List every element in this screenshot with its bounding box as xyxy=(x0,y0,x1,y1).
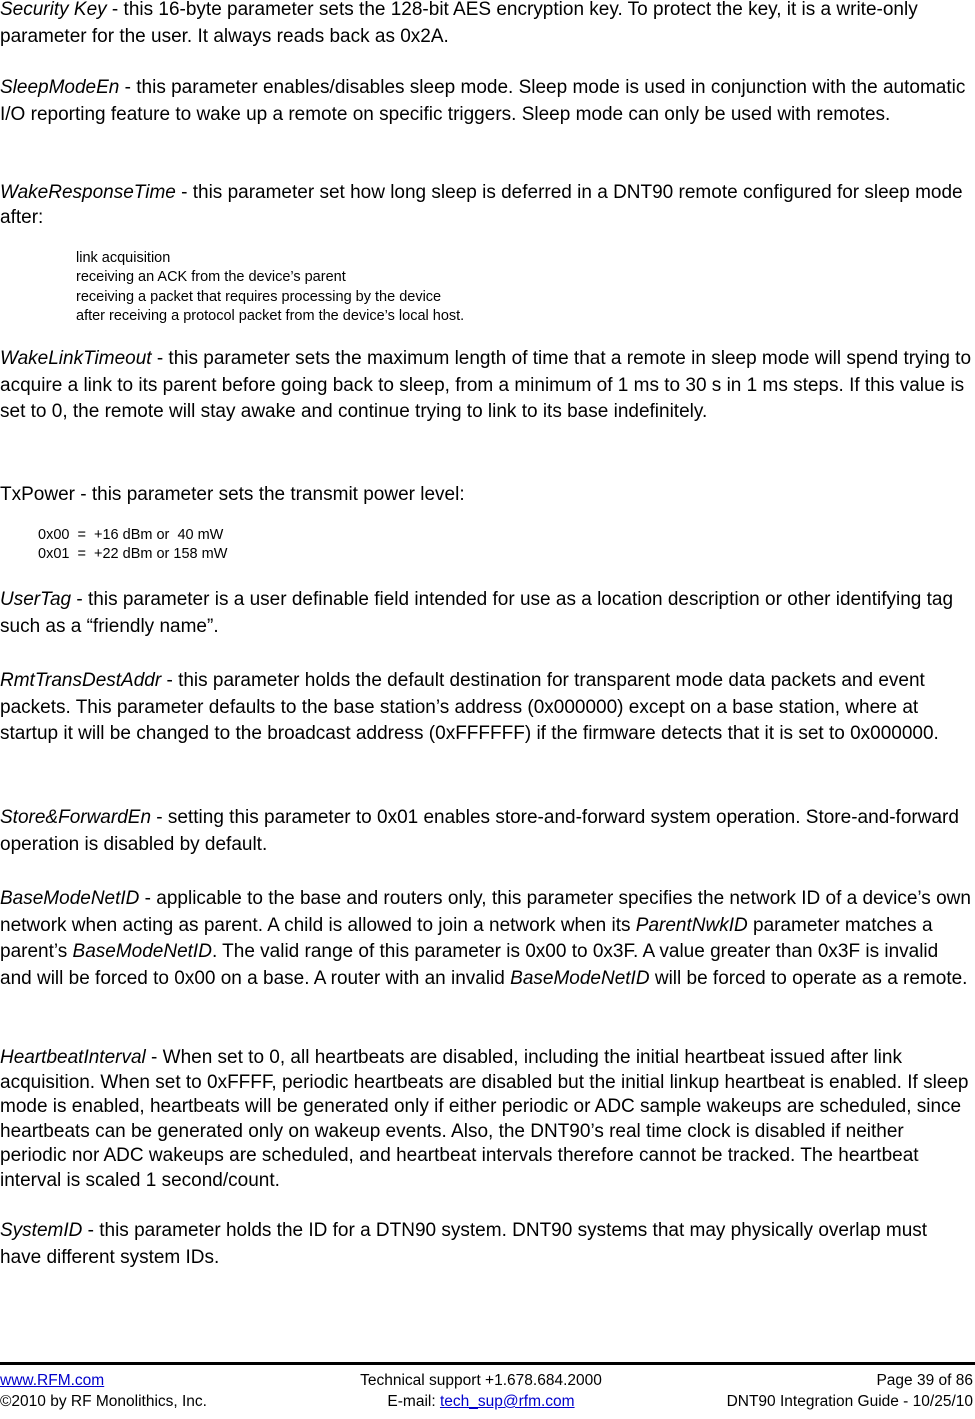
page-number: Page 39 of 86 xyxy=(876,1372,973,1389)
param-heartbeat-interval xyxy=(0,1046,972,1193)
param-description: - this parameter sets the maximum length of time that a remote in sleep mode will spend trying to acquire a link to its parent before going back to sleep, from a minimum of 1 ms to 30 s in 1 ms steps. If this value is set to 0, the remote will stay awake and continue trying to link to its base indefinitely. xyxy=(0,348,972,422)
footer-center xyxy=(328,1370,634,1412)
param-term-reference: BaseModeNetID xyxy=(510,967,650,989)
wake-trigger-list xyxy=(76,249,464,326)
param-user-tag xyxy=(0,587,972,640)
param-description: TxPower - this parameter sets the transmit power level: xyxy=(0,484,465,505)
param-description: - applicable to the base and routers only, this parameter specifies the network ID of a device’s own network when acting as parent. A child is allowed to join a network when its xyxy=(0,888,971,936)
param-rmt-trans-dest-addr xyxy=(0,668,972,748)
param-wake-link-timeout xyxy=(0,346,972,426)
param-term-reference: ParentNwkID xyxy=(635,914,748,936)
param-description: - setting this parameter to 0x01 enables store-and-forward system operation. Store-and-forward operation is disabled by default. xyxy=(0,807,959,855)
param-term: SleepModeEn xyxy=(0,77,120,98)
param-description: - this parameter holds the ID for a DTN90 system. DNT90 systems that may physically overlap must have different system IDs. xyxy=(0,1220,928,1268)
list-item: after receiving a protocol packet from the device’s local host. xyxy=(76,307,465,324)
tx-power-row: 0x01 = +22 dBm or 158 mW xyxy=(38,546,228,563)
param-description: parameter matches a parent’s xyxy=(0,914,933,962)
param-description: - this 16-byte parameter sets the 128-bit AES encryption key. To protect the key, it is a write-only parameter for the user. It always reads back as 0x2A. xyxy=(0,0,918,47)
param-description: - When set to 0, all heartbeats are disabled, including the initial heartbeat issued after link acquisition. When set to 0xFFFF, periodic heartbeats are disabled but the initial linkup heartbeat is enabled. If sleep mode is enabled, heartbeats will be generated only if either periodic or ADC sample wakeups are scheduled, since heartbeats can be generated only on wakeup events. Also, the DNT90’s real time clock is disabled if neither periodic nor ADC wakeups are scheduled, and heartbeat intervals therefore cannot be tracked. The heartbeat interval is scaled 1 second/count. xyxy=(0,1047,969,1191)
param-system-id xyxy=(0,1218,972,1271)
tx-power-row: 0x00 = +16 dBm or 40 mW xyxy=(38,527,224,543)
param-description: - this parameter enables/disables sleep mode. Sleep mode is used in conjunction with the automatic I/O reporting feature to wake up a remote on specific triggers. Sleep mode can only be used with remotes. xyxy=(0,77,966,125)
param-term: Security Key xyxy=(0,0,107,20)
param-term-reference: BaseModeNetID xyxy=(72,941,212,962)
param-description: . The valid range of this parameter is 0x00 to 0x3F. A value greater than 0x3F is invalid and will be forced to 0x00 on a base. A router with an invalid xyxy=(0,941,939,989)
email-label: E-mail: xyxy=(387,1393,440,1410)
param-security-key xyxy=(0,0,972,50)
list-item: receiving an ACK from the device’s parent xyxy=(76,269,346,286)
footer-right xyxy=(727,1370,973,1412)
guide-title-date: DNT90 Integration Guide - 10/25/10 xyxy=(726,1393,973,1410)
param-term: SystemID xyxy=(0,1220,83,1241)
param-description: - this parameter set how long sleep is deferred in a DNT90 remote configured for sleep mode after: xyxy=(0,182,963,228)
list-item: receiving a packet that requires processing by the device xyxy=(76,288,442,305)
param-base-mode-net-id xyxy=(0,886,972,992)
param-term: WakeResponseTime xyxy=(0,182,176,203)
param-wake-response-time xyxy=(0,181,972,230)
param-sleep-mode-en xyxy=(0,75,972,128)
website-link[interactable]: www.RFM.com xyxy=(0,1372,105,1389)
param-term: BaseModeNetID xyxy=(0,888,140,909)
param-store-forward-en xyxy=(0,805,972,858)
param-term: Store&ForwardEn xyxy=(0,807,152,828)
footer-left xyxy=(0,1370,207,1412)
param-description: will be forced to operate as a remote. xyxy=(649,967,968,989)
param-description: - this parameter is a user definable field intended for use as a location description or other identifying tag such as a “friendly name”. xyxy=(0,589,954,637)
param-description: - this parameter holds the default destination for transparent mode data packets and event packets. This parameter defaults to the base station’s address (0x000000) except on a base station, where at startup it will be changed to the broadcast address (0xFFFFFF) if the firmware detects that it is set to 0x000000. xyxy=(0,670,939,744)
support-phone: Technical support +1.678.684.2000 xyxy=(360,1372,602,1389)
param-term: HeartbeatInterval xyxy=(0,1047,146,1068)
param-term: WakeLinkTimeout xyxy=(0,348,152,369)
param-term: UserTag xyxy=(0,589,72,610)
copyright: ©2010 by RF Monolithics, Inc. xyxy=(0,1393,207,1410)
tx-power-levels xyxy=(38,526,227,565)
param-term: RmtTransDestAddr xyxy=(0,670,162,691)
footer-divider xyxy=(0,1362,975,1365)
email-link[interactable]: tech_sup@rfm.com xyxy=(439,1393,575,1410)
param-tx-power xyxy=(0,482,972,509)
list-item: link acquisition xyxy=(76,250,171,266)
